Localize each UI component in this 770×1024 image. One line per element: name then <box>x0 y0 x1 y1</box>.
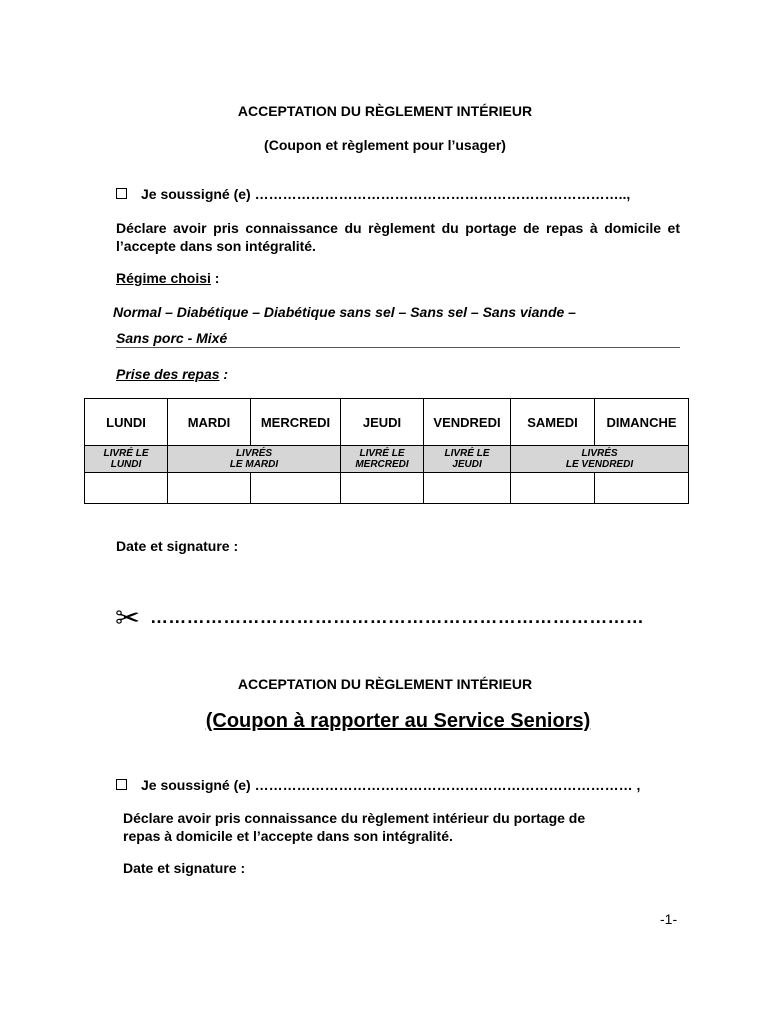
delivery-tue-wed: LIVRÉS LE MARDI <box>168 446 341 473</box>
signatory-text: Je soussigné (e) …………………………………………………………………….., <box>141 186 631 202</box>
select-sunday[interactable] <box>595 473 689 504</box>
regime-label <box>116 270 219 286</box>
declaration-line2: repas à domicile et l’accepte dans son intégralité. <box>123 828 453 844</box>
declaration-line1: Déclare avoir pris connaissance du règlement intérieur du portage de <box>123 810 586 826</box>
regime-underline <box>116 347 680 348</box>
signatory-text: Je soussigné (e) ……………………………………………………………………… , <box>141 777 641 793</box>
select-monday[interactable] <box>85 473 168 504</box>
meals-label-colon: : <box>219 366 229 382</box>
cut-line: ……………………………………………………………………… <box>150 607 645 627</box>
delivery-monday: LIVRÉ LE LUNDI <box>85 446 168 473</box>
coupon2-date-signature: Date et signature : <box>123 860 246 876</box>
day-sunday: DIMANCHE <box>595 399 689 446</box>
coupon1-declaration: Déclare avoir pris connaissance du règlement du portage de repas à domicile et l’accepte dans son intégralité. <box>116 220 680 254</box>
page-number: -1- <box>660 911 678 927</box>
day-friday: VENDREDI <box>424 399 511 446</box>
coupon2-title: ACCEPTATION DU RÈGLEMENT INTÉRIEUR <box>237 676 533 692</box>
coupon1-date-signature: Date et signature : <box>116 538 239 554</box>
select-wednesday[interactable] <box>251 473 341 504</box>
checkbox[interactable] <box>116 188 127 199</box>
meals-label-text: Prise des repas <box>116 366 220 382</box>
delivery-weekend: LIVRÉS LE VENDREDI <box>511 446 689 473</box>
meals-table <box>84 398 689 504</box>
day-wednesday: MERCREDI <box>251 399 341 446</box>
coupon2-declaration <box>123 809 663 845</box>
select-tuesday[interactable] <box>168 473 251 504</box>
coupon2-signatory-line <box>116 777 640 793</box>
meals-label <box>116 366 228 382</box>
day-tuesday: MARDI <box>168 399 251 446</box>
scissors-icon: ✂ <box>115 601 141 636</box>
coupon1-title: ACCEPTATION DU RÈGLEMENT INTÉRIEUR <box>237 103 533 119</box>
regime-options-line2: Sans porc - Mixé <box>116 330 228 346</box>
delivery-friday: LIVRÉ LE JEUDI <box>424 446 511 473</box>
regime-label-text: Régime choisi <box>116 270 211 286</box>
select-thursday[interactable] <box>341 473 424 504</box>
day-saturday: SAMEDI <box>511 399 595 446</box>
coupon2-subtitle: (Coupon à rapporter au Service Seniors) <box>205 710 591 732</box>
delivery-row <box>85 446 689 473</box>
coupon1-subtitle: (Coupon et règlement pour l’usager) <box>264 137 506 153</box>
days-header-row <box>85 399 689 446</box>
selection-row <box>85 473 689 504</box>
checkbox[interactable] <box>116 779 127 790</box>
delivery-thursday: LIVRÉ LE MERCREDI <box>341 446 424 473</box>
regime-label-colon: : <box>210 270 220 286</box>
coupon1-signatory-line <box>116 186 630 202</box>
select-friday[interactable] <box>424 473 511 504</box>
day-thursday: JEUDI <box>341 399 424 446</box>
regime-options-line1: Normal – Diabétique – Diabétique sans sel – Sans sel – Sans viande – <box>113 304 576 320</box>
day-monday: LUNDI <box>85 399 168 446</box>
select-saturday[interactable] <box>511 473 595 504</box>
